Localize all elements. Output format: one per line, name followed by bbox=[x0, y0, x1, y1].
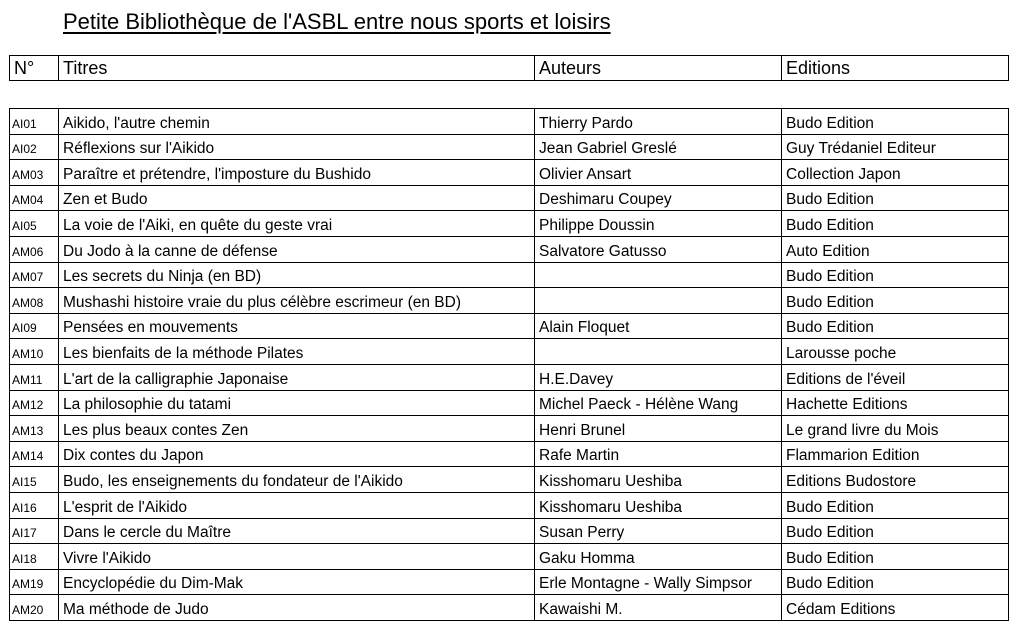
table-row bbox=[10, 492, 1009, 518]
cell-author bbox=[535, 288, 782, 314]
cell-title: Réflexions sur l'Aikido bbox=[59, 134, 535, 160]
header-editions: Editions bbox=[782, 56, 1009, 81]
cell-title: Budo, les enseignements du fondateur de l'Aikido bbox=[59, 467, 535, 493]
cell-author: Erle Montagne - Wally Simpsor bbox=[535, 569, 782, 595]
cell-title: Du Jodo à la canne de défense bbox=[59, 236, 535, 262]
cell-author: H.E.Davey bbox=[535, 364, 782, 390]
table-row bbox=[10, 313, 1009, 339]
cell-code: AI17 bbox=[10, 518, 59, 544]
cell-edition: Budo Edition bbox=[782, 313, 1009, 339]
cell-code: AM11 bbox=[10, 364, 59, 390]
cell-code: AM14 bbox=[10, 441, 59, 467]
cell-edition: Hachette Editions bbox=[782, 390, 1009, 416]
table-row bbox=[10, 339, 1009, 365]
cell-title: Zen et Budo bbox=[59, 185, 535, 211]
cell-title: L'esprit de l'Aikido bbox=[59, 492, 535, 518]
cell-edition: Editions Budostore bbox=[782, 467, 1009, 493]
cell-title: Aikido, l'autre chemin bbox=[59, 109, 535, 135]
cell-author: Thierry Pardo bbox=[535, 109, 782, 135]
cell-code: AM08 bbox=[10, 288, 59, 314]
cell-edition: Budo Edition bbox=[782, 262, 1009, 288]
cell-title: L'art de la calligraphie Japonaise bbox=[59, 364, 535, 390]
cell-code: AM13 bbox=[10, 416, 59, 442]
cell-title: La voie de l'Aiki, en quête du geste vrai bbox=[59, 211, 535, 237]
cell-code: AI01 bbox=[10, 109, 59, 135]
cell-edition: Editions de l'éveil bbox=[782, 364, 1009, 390]
header-authors: Auteurs bbox=[535, 56, 782, 81]
cell-edition: Budo Edition bbox=[782, 569, 1009, 595]
table-row bbox=[10, 467, 1009, 493]
cell-author: Jean Gabriel Greslé bbox=[535, 134, 782, 160]
cell-author: Kawaishi M. bbox=[535, 595, 782, 621]
table-row bbox=[10, 390, 1009, 416]
cell-edition: Cédam Editions bbox=[782, 595, 1009, 621]
cell-author bbox=[535, 262, 782, 288]
cell-code: AI15 bbox=[10, 467, 59, 493]
table-row bbox=[10, 211, 1009, 237]
cell-title: La philosophie du tatami bbox=[59, 390, 535, 416]
cell-code: AI09 bbox=[10, 313, 59, 339]
cell-code: AM10 bbox=[10, 339, 59, 365]
column-header-table bbox=[9, 55, 1009, 81]
cell-author: Philippe Doussin bbox=[535, 211, 782, 237]
cell-title: Paraître et prétendre, l'imposture du Bushido bbox=[59, 160, 535, 186]
cell-edition: Budo Edition bbox=[782, 544, 1009, 570]
table-row bbox=[10, 262, 1009, 288]
table-row bbox=[10, 109, 1009, 135]
cell-edition: Budo Edition bbox=[782, 109, 1009, 135]
page-title: Petite Bibliothèque de l'ASBL entre nous sports et loisirs bbox=[63, 9, 611, 34]
header-num: N° bbox=[10, 56, 59, 81]
cell-author: Salvatore Gatusso bbox=[535, 236, 782, 262]
cell-author: Kisshomaru Ueshiba bbox=[535, 492, 782, 518]
table-row bbox=[10, 544, 1009, 570]
cell-author: Michel Paeck - Hélène Wang bbox=[535, 390, 782, 416]
cell-code: AM04 bbox=[10, 185, 59, 211]
cell-code: AI05 bbox=[10, 211, 59, 237]
table-row bbox=[10, 518, 1009, 544]
cell-author: Deshimaru Coupey bbox=[535, 185, 782, 211]
cell-code: AM03 bbox=[10, 160, 59, 186]
cell-author: Rafe Martin bbox=[535, 441, 782, 467]
table-row bbox=[10, 134, 1009, 160]
cell-author: Henri Brunel bbox=[535, 416, 782, 442]
cell-code: AM06 bbox=[10, 236, 59, 262]
table-row bbox=[10, 595, 1009, 621]
cell-edition: Auto Edition bbox=[782, 236, 1009, 262]
table-row bbox=[10, 288, 1009, 314]
cell-title: Dans le cercle du Maître bbox=[59, 518, 535, 544]
cell-author bbox=[535, 339, 782, 365]
cell-title: Ma méthode de Judo bbox=[59, 595, 535, 621]
cell-title: Les secrets du Ninja (en BD) bbox=[59, 262, 535, 288]
cell-edition: Guy Trédaniel Editeur bbox=[782, 134, 1009, 160]
table-row bbox=[10, 364, 1009, 390]
cell-author: Kisshomaru Ueshiba bbox=[535, 467, 782, 493]
book-list-table bbox=[9, 108, 1009, 621]
cell-code: AI02 bbox=[10, 134, 59, 160]
cell-title: Pensées en mouvements bbox=[59, 313, 535, 339]
cell-edition: Budo Edition bbox=[782, 492, 1009, 518]
header-titles: Titres bbox=[59, 56, 535, 81]
cell-author: Susan Perry bbox=[535, 518, 782, 544]
cell-code: AM07 bbox=[10, 262, 59, 288]
cell-code: AI16 bbox=[10, 492, 59, 518]
cell-edition: Collection Japon bbox=[782, 160, 1009, 186]
cell-title: Les bienfaits de la méthode Pilates bbox=[59, 339, 535, 365]
book-rows bbox=[10, 109, 1009, 621]
cell-title: Vivre l'Aikido bbox=[59, 544, 535, 570]
cell-code: AM20 bbox=[10, 595, 59, 621]
cell-title: Dix contes du Japon bbox=[59, 441, 535, 467]
header-row bbox=[10, 56, 1009, 81]
table-row bbox=[10, 569, 1009, 595]
cell-edition: Budo Edition bbox=[782, 211, 1009, 237]
cell-code: AM12 bbox=[10, 390, 59, 416]
cell-edition: Budo Edition bbox=[782, 185, 1009, 211]
cell-edition: Flammarion Edition bbox=[782, 441, 1009, 467]
table-row bbox=[10, 441, 1009, 467]
table-row bbox=[10, 416, 1009, 442]
cell-edition: Le grand livre du Mois bbox=[782, 416, 1009, 442]
cell-code: AM19 bbox=[10, 569, 59, 595]
cell-author: Olivier Ansart bbox=[535, 160, 782, 186]
cell-title: Mushashi histoire vraie du plus célèbre escrimeur (en BD) bbox=[59, 288, 535, 314]
table-row bbox=[10, 160, 1009, 186]
cell-edition: Budo Edition bbox=[782, 288, 1009, 314]
table-row bbox=[10, 185, 1009, 211]
cell-edition: Larousse poche bbox=[782, 339, 1009, 365]
cell-author: Gaku Homma bbox=[535, 544, 782, 570]
cell-code: AI18 bbox=[10, 544, 59, 570]
cell-title: Encyclopédie du Dim-Mak bbox=[59, 569, 535, 595]
cell-edition: Budo Edition bbox=[782, 518, 1009, 544]
table-row bbox=[10, 236, 1009, 262]
cell-author: Alain Floquet bbox=[535, 313, 782, 339]
cell-title: Les plus beaux contes Zen bbox=[59, 416, 535, 442]
